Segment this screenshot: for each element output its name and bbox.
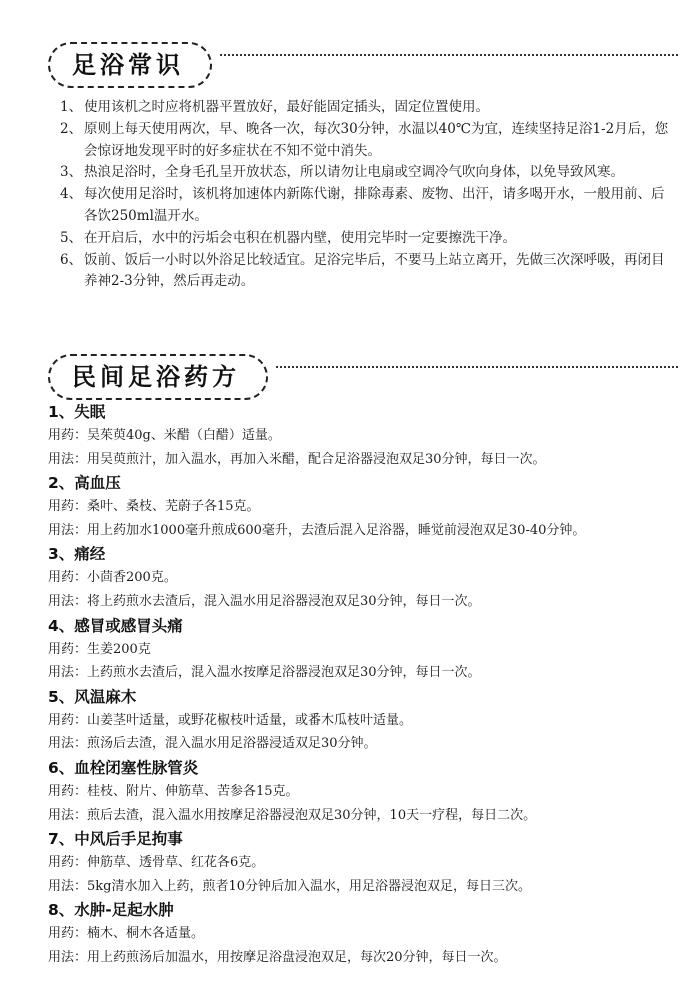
recipe-method bbox=[48, 804, 676, 828]
medicine-text: 山姜茎叶适量，或野花椒枝叶适量，或番木瓜枝叶适量。 bbox=[87, 712, 413, 728]
method-label: 用法： bbox=[48, 878, 88, 894]
recipe-method bbox=[48, 732, 676, 756]
knowledge-item-number: 5、 bbox=[60, 229, 83, 246]
method-text: 煎后去渣，混入温水用按摩足浴器浸泡双足30分钟，10天一疗程，每日二次。 bbox=[87, 807, 537, 823]
recipe-block bbox=[48, 828, 676, 898]
medicine-label: 用药： bbox=[48, 855, 88, 871]
knowledge-item bbox=[60, 228, 674, 250]
knowledge-item-text: 原则上每天使用两次，早、晚各一次，每次30分钟，水温以40℃为宜，连续坚持足浴1-2月后，您会惊讶地发现平时的好多症状在不知不觉中消失。 bbox=[84, 120, 669, 159]
recipe-block bbox=[48, 757, 676, 827]
recipe-block bbox=[48, 615, 676, 685]
medicine-text: 楠木、桐木各适量。 bbox=[87, 926, 205, 942]
section-title-recipes: 民间足浴药方 bbox=[48, 354, 268, 400]
recipe-title: 2、高血压 bbox=[48, 474, 121, 493]
knowledge-item-number: 4、 bbox=[60, 186, 83, 203]
medicine-label: 用药： bbox=[48, 499, 88, 515]
medicine-text: 伸筋草、透骨草、红花各6克。 bbox=[87, 855, 265, 871]
medicine-label: 用药： bbox=[48, 428, 88, 443]
knowledge-item-number: 3、 bbox=[60, 164, 83, 181]
dotted-divider bbox=[276, 366, 678, 368]
recipe-medicine bbox=[48, 780, 676, 804]
recipe-method bbox=[48, 448, 676, 472]
method-text: 将上药煎水去渣后，混入温水用足浴器浸泡双足30分钟，每日一次。 bbox=[87, 593, 481, 609]
knowledge-list bbox=[60, 97, 674, 293]
recipe-title: 5、风温麻木 bbox=[48, 687, 137, 706]
method-text: 上药煎水去渣后，混入温水按摩足浴器浸泡双足30分钟，每日一次。 bbox=[87, 665, 481, 681]
recipe-list bbox=[48, 400, 676, 970]
medicine-label: 用药： bbox=[48, 570, 88, 586]
recipe-title: 3、痛经 bbox=[48, 545, 106, 564]
medicine-text: 小茴香200克。 bbox=[87, 570, 177, 586]
section-header-recipes bbox=[48, 354, 678, 400]
medicine-text: 吴茱萸40g、米醋（白醋）适量。 bbox=[87, 428, 281, 443]
method-label: 用法： bbox=[48, 593, 88, 609]
knowledge-item-number: 1、 bbox=[60, 99, 83, 115]
method-label: 用法： bbox=[48, 736, 88, 752]
recipe-title: 1、失眠 bbox=[48, 403, 106, 421]
method-label: 用法： bbox=[48, 949, 88, 965]
section-header-knowledge bbox=[48, 42, 678, 88]
knowledge-item-number: 2、 bbox=[60, 120, 83, 137]
recipe-block bbox=[48, 686, 676, 756]
knowledge-item-text: 使用该机之时应将机器平置放好，最好能固定插头，固定位置使用。 bbox=[84, 99, 489, 115]
knowledge-item bbox=[60, 184, 674, 228]
recipe-title: 6、血栓闭塞性脉管炎 bbox=[48, 758, 199, 777]
method-text: 5kg清水加入上药，煎者10分钟后加入温水，用足浴器浸泡双足，每日三次。 bbox=[87, 878, 532, 894]
recipe-medicine bbox=[48, 566, 676, 590]
method-text: 用上药煎汤后加温水，用按摩足浴盘浸泡双足，每次20分钟，每日一次。 bbox=[87, 949, 507, 965]
recipe-title: 7、中风后手足拘事 bbox=[48, 830, 183, 849]
medicine-text: 生姜200克 bbox=[87, 641, 151, 657]
recipe-method bbox=[48, 661, 676, 685]
method-text: 用吴萸煎汁，加入温水，再加入米醋，配合足浴器浸泡双足30分钟，每日一次。 bbox=[87, 451, 546, 467]
method-label: 用法： bbox=[48, 665, 88, 681]
recipe-medicine bbox=[48, 709, 676, 733]
medicine-label: 用药： bbox=[48, 783, 88, 799]
recipe-block bbox=[48, 543, 676, 613]
recipe-medicine bbox=[48, 495, 676, 519]
medicine-text: 桑叶、桑枝、芜蔚子各15克。 bbox=[87, 499, 260, 515]
method-label: 用法： bbox=[48, 522, 88, 538]
knowledge-item-text: 热浪足浴时，全身毛孔呈开放状态，所以请勿让电扇或空调冷气吹向身体，以免导致风寒。 bbox=[84, 164, 624, 181]
recipe-medicine bbox=[48, 638, 676, 662]
recipe-block bbox=[48, 401, 676, 471]
medicine-label: 用药： bbox=[48, 641, 88, 657]
knowledge-item bbox=[60, 119, 674, 163]
recipe-method bbox=[48, 519, 676, 543]
method-label: 用法： bbox=[48, 807, 88, 823]
recipe-block bbox=[48, 899, 676, 969]
medicine-text: 桂枝、附片、伸筋草、苦参各15克。 bbox=[87, 783, 299, 799]
recipe-title: 4、感冒或感冒头痛 bbox=[48, 616, 183, 635]
recipe-medicine bbox=[48, 424, 676, 448]
knowledge-item-text: 饭前、饭后一小时以外浴足比较适宜。足浴完毕后，不要马上站立离开，先做三次深呼吸，再闭目养神2-3分钟，然后再走动。 bbox=[84, 251, 665, 290]
knowledge-item bbox=[60, 162, 674, 184]
recipe-medicine bbox=[48, 922, 676, 946]
medicine-label: 用药： bbox=[48, 712, 88, 728]
recipe-title: 8、水肿-足起水肿 bbox=[48, 901, 174, 920]
medicine-label: 用药： bbox=[48, 926, 88, 942]
section-title-knowledge: 足浴常识 bbox=[48, 42, 212, 88]
recipe-method bbox=[48, 946, 676, 970]
method-text: 煎汤后去渣，混入温水用足浴器浸适双足30分钟。 bbox=[87, 736, 377, 752]
dotted-divider bbox=[220, 54, 678, 56]
method-label: 用法： bbox=[48, 451, 88, 467]
knowledge-item bbox=[60, 97, 674, 119]
recipe-medicine bbox=[48, 851, 676, 875]
recipe-method bbox=[48, 875, 676, 899]
knowledge-item bbox=[60, 250, 674, 294]
knowledge-item-number: 6、 bbox=[60, 251, 83, 268]
knowledge-item-text: 在开启后，水中的污垢会屯积在机器内壁，使用完毕时一定要擦洗干净。 bbox=[84, 229, 516, 246]
method-text: 用上药加水1000毫升煎成600毫升，去渣后混入足浴器，睡觉前浸泡双足30-40分钟。 bbox=[87, 522, 586, 538]
recipe-block bbox=[48, 472, 676, 542]
recipe-method bbox=[48, 590, 676, 614]
knowledge-item-text: 每次使用足浴时，该机将加速体内新陈代谢，排除毒素、废物、出汗，请多喝开水，一般用前、后各饮250ml温开水。 bbox=[84, 186, 665, 224]
